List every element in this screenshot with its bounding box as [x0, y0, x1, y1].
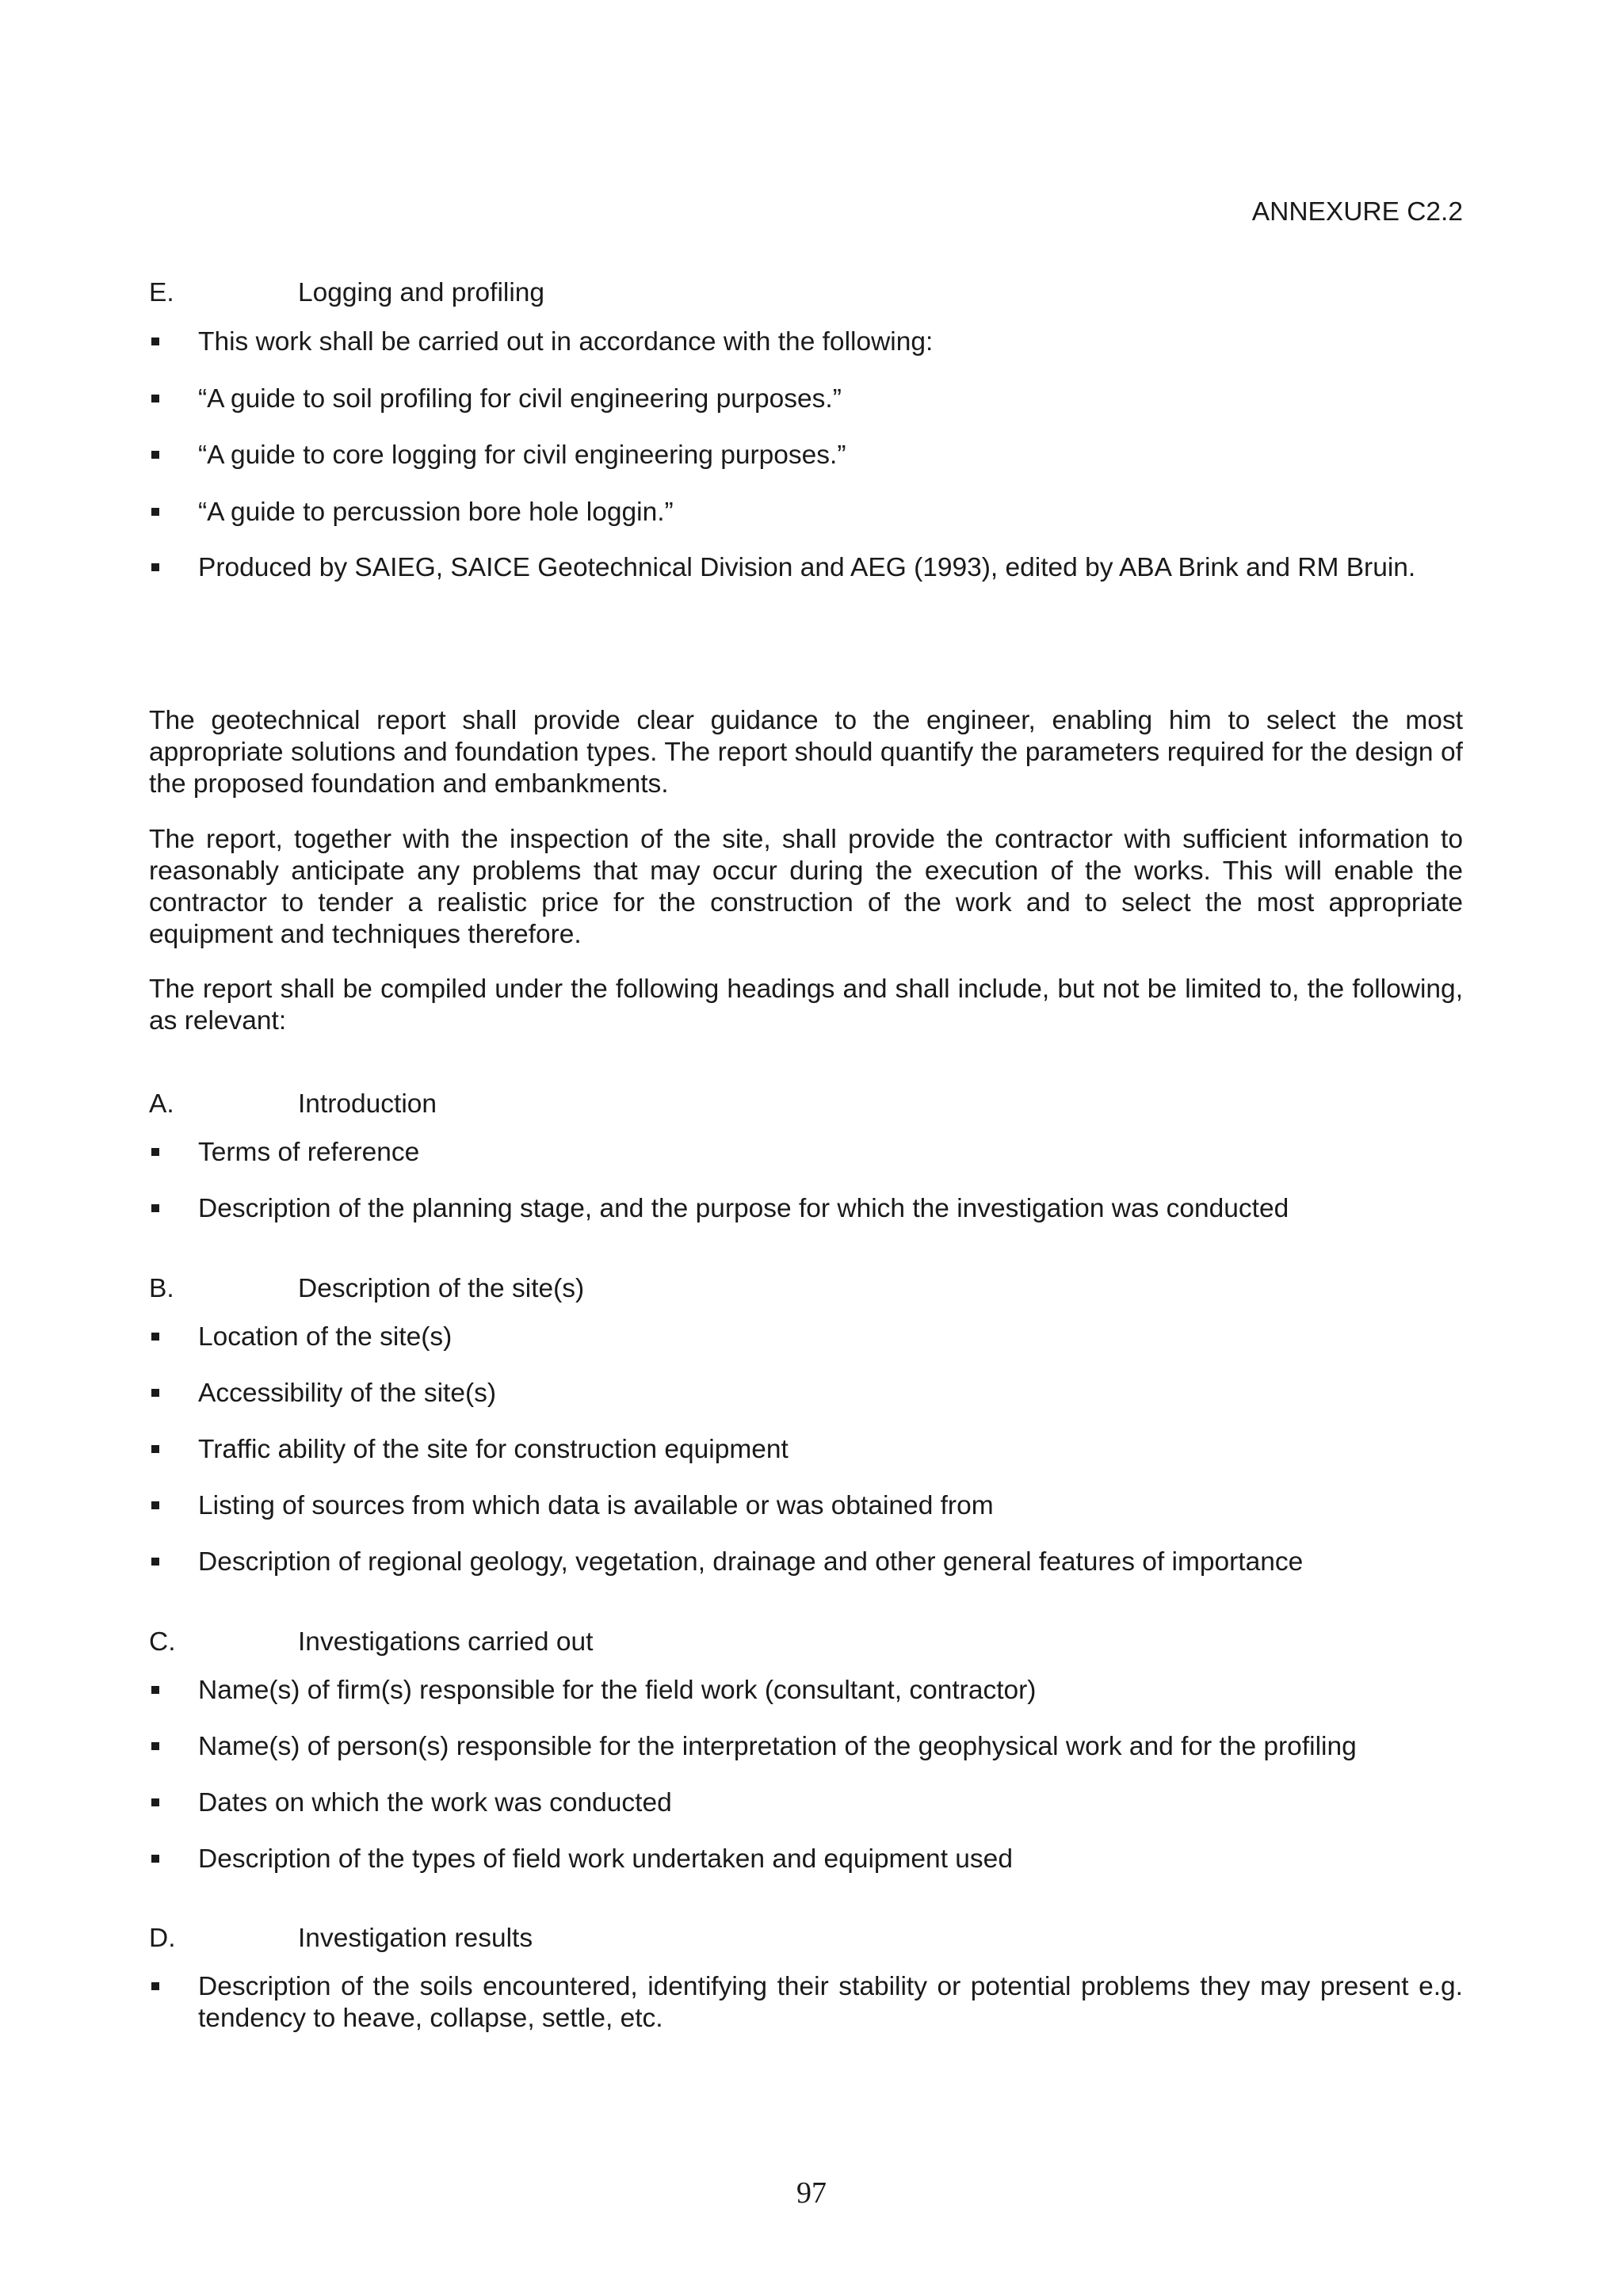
list-item: Description of the soils encountered, identifying their stability or potential problems they may present e.g. tendency to heave, collapse, settle, etc. — [149, 1971, 1463, 2035]
list-item: Location of the site(s) — [149, 1322, 1463, 1353]
body-paragraph: The report, together with the inspection of the site, shall provide the contractor with sufficient information to reasonably anticipate any problems that may occur during the execution of the works. This will enable the contractor to tender a realistic price for the construction of the work and to select the most appropriate equipment and techniques therefore. — [149, 825, 1463, 949]
list-item: Accessibility of the site(s) — [149, 1378, 1463, 1409]
list-item: Name(s) of person(s) responsible for the interpretation of the geophysical work and for the profiling — [149, 1731, 1463, 1763]
square-bullet-icon — [151, 1742, 159, 1750]
section-d-title: Investigation results — [298, 1924, 533, 1953]
list-item: Traffic ability of the site for construction equipment — [149, 1434, 1463, 1466]
square-bullet-icon — [151, 1982, 159, 1990]
list-item: Dates on which the work was conducted — [149, 1787, 1463, 1819]
list-item: Produced by SAIEG, SAICE Geotechnical Division and AEG (1993), edited by ABA Brink and RM Bruin. — [149, 552, 1463, 584]
square-bullet-icon — [151, 338, 159, 345]
list-item: Description of the planning stage, and the purpose for which the investigation was conducted — [149, 1193, 1463, 1225]
square-bullet-icon — [151, 1445, 159, 1453]
square-bullet-icon — [151, 1204, 159, 1212]
list-item: This work shall be carried out in accordance with the following: — [149, 326, 1463, 358]
section-e-heading — [149, 277, 544, 309]
square-bullet-icon — [151, 1798, 159, 1806]
list-item: “A guide to soil profiling for civil engineering purposes.” — [149, 383, 1463, 415]
square-bullet-icon — [151, 1686, 159, 1694]
square-bullet-icon — [151, 451, 159, 459]
section-c-letter: C. — [149, 1627, 176, 1657]
list-item: Terms of reference — [149, 1137, 1463, 1169]
square-bullet-icon — [151, 563, 159, 571]
section-b-title: Description of the site(s) — [298, 1274, 585, 1303]
section-e-letter: E. — [149, 278, 174, 307]
list-item: Description of regional geology, vegetation, drainage and other general features of importance — [149, 1547, 1463, 1578]
list-item: Listing of sources from which data is available or was obtained from — [149, 1490, 1463, 1522]
section-b-letter: B. — [149, 1274, 174, 1303]
square-bullet-icon — [151, 1501, 159, 1509]
list-item: “A guide to percussion bore hole loggin.” — [149, 497, 1463, 528]
section-e-title: Logging and profiling — [298, 278, 545, 307]
section-d-heading — [149, 1923, 533, 1955]
list-item: “A guide to core logging for civil engineering purposes.” — [149, 440, 1463, 471]
section-a-heading — [149, 1089, 437, 1120]
section-c-title: Investigations carried out — [298, 1627, 594, 1657]
square-bullet-icon — [151, 1855, 159, 1863]
page-number: 97 — [796, 2176, 827, 2210]
square-bullet-icon — [151, 1389, 159, 1397]
section-a-title: Introduction — [298, 1089, 437, 1119]
square-bullet-icon — [151, 1333, 159, 1341]
section-a-letter: A. — [149, 1089, 174, 1119]
list-item: Description of the types of field work undertaken and equipment used — [149, 1844, 1463, 1875]
section-b-heading — [149, 1273, 584, 1305]
annexure-label: ANNEXURE C2.2 — [1251, 197, 1463, 227]
body-paragraph: The report shall be compiled under the following headings and shall include, but not be limited to, the following, as relevant: — [149, 974, 1463, 1035]
list-item: Name(s) of firm(s) responsible for the field work (consultant, contractor) — [149, 1675, 1463, 1707]
section-c-heading — [149, 1627, 593, 1658]
square-bullet-icon — [151, 1148, 159, 1156]
square-bullet-icon — [151, 1558, 159, 1566]
body-paragraph: The geotechnical report shall provide clear guidance to the engineer, enabling him to select the most appropriate solutions and foundation types. The report should quantify the parameters required for the design of the proposed foundation and embankments. — [149, 706, 1463, 799]
square-bullet-icon — [151, 395, 159, 402]
section-d-letter: D. — [149, 1924, 176, 1953]
square-bullet-icon — [151, 508, 159, 516]
